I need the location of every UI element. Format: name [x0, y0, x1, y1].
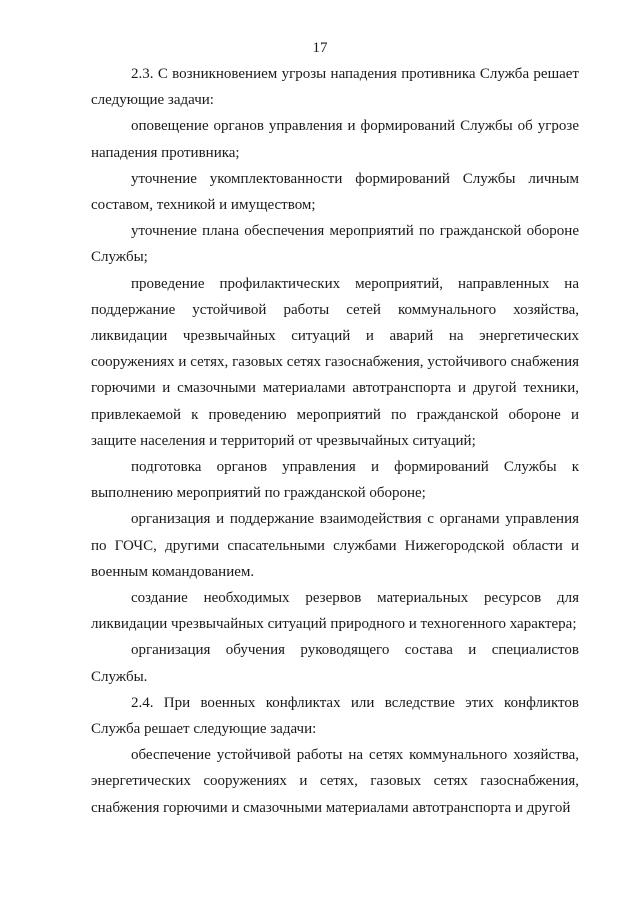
document-body — [91, 61, 579, 821]
page-number: 17 — [312, 40, 328, 56]
paragraph-interaction: организация и поддержание взаимодействия с органами управления по ГОЧС, другими спасательными службами Нижегородской области и военным командованием. — [91, 511, 579, 580]
paragraph-training: организация обучения руководящего состава и специалистов Службы. — [91, 642, 579, 685]
paragraph-2-3-intro: 2.3. С возникновением угрозы нападения противника Служба решает следующие задачи: — [91, 66, 579, 109]
paragraph-warning-notification: оповещение органов управления и формирований Службы об угрозе нападения противника; — [91, 118, 579, 161]
paragraph-staffing-check: уточнение укомплектованности формирований Службы личным составом, техникой и имуществом; — [91, 170, 579, 214]
paragraph-preventive-measures: проведение профилактических мероприятий, направленных на поддержание устойчивой работы сетей коммунального хозяйства, ликвидации чрезвычайных ситуаций и аварий на энергетических сооружениях и сетях, газовых сетях газоснабжения, устойчивого снабжения горючими и смазочными материалами автотранспорта и другой техники, привлекаемой к проведению мероприятий по гражданской обороне и защите населения и территорий от чрезвычайных ситуаций; — [91, 275, 579, 449]
paragraph-civil-defense-plan: уточнение плана обеспечения мероприятий по гражданской обороне Службы; — [91, 223, 579, 266]
paragraph-stable-operation: обеспечение устойчивой работы на сетях коммунального хозяйства, энергетических сооружениях и сетях, газовых сетях газоснабжения, снабжения горючими и смазочными материалами автотранспорта и другой — [91, 747, 579, 816]
paragraph-preparation: подготовка органов управления и формирований Службы к выполнению мероприятий по гражданской обороне; — [91, 459, 579, 502]
paragraph-reserves: создание необходимых резервов материальных ресурсов для ликвидации чрезвычайных ситуаций природного и техногенного характера; — [91, 590, 579, 633]
paragraph-2-4-intro: 2.4. При военных конфликтах или вследствие этих конфликтов Служба решает следующие задачи: — [91, 694, 579, 738]
